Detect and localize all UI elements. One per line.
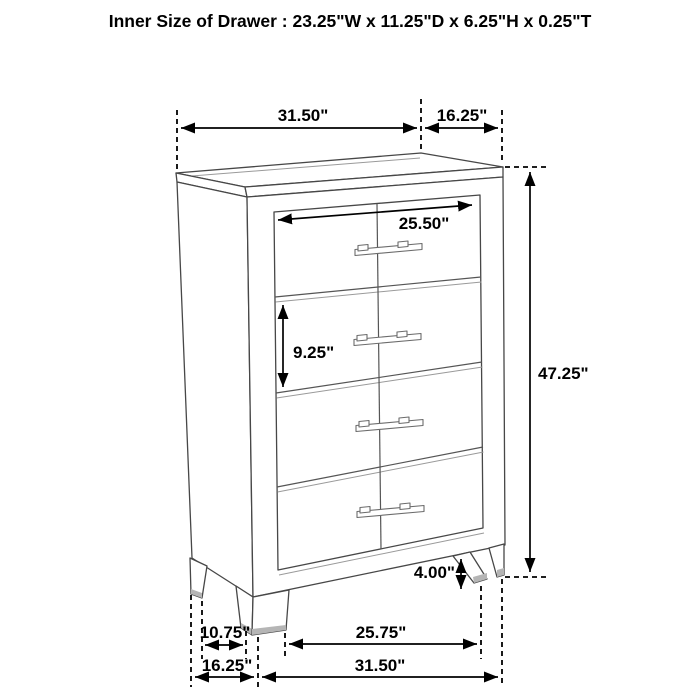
dim-overall-height (505, 167, 589, 577)
dim-label-top-width: 31.50" (277, 106, 329, 125)
dim-label-leg-height: 4.00" (413, 563, 455, 582)
dim-label-top-depth: 16.25" (436, 106, 488, 125)
dim-label-drawer-width: 25.50" (398, 214, 450, 233)
dim-leg-height (414, 559, 461, 589)
chest-drawing (176, 153, 505, 635)
dim-label-drawer-height: 9.25" (293, 343, 335, 362)
dim-label-bottom-width: 31.50" (354, 656, 406, 675)
dim-label-overall-height: 47.25" (538, 364, 589, 383)
dim-bottom-width (262, 656, 498, 677)
dim-label-side-leg-spacing: 10.75" (199, 623, 251, 642)
dim-side-leg-spacing (200, 623, 251, 645)
dim-bottom-side-depth (195, 656, 254, 677)
dim-front-leg-spacing (289, 623, 477, 644)
dim-label-front-leg-spacing: 25.75" (355, 623, 407, 642)
dim-label-bottom-side-depth: 16.25" (201, 656, 253, 675)
page-title: Inner Size of Drawer : 23.25"W x 11.25"D x 6.25"H x 0.25"T (108, 11, 592, 31)
chest-left-side (177, 182, 253, 597)
